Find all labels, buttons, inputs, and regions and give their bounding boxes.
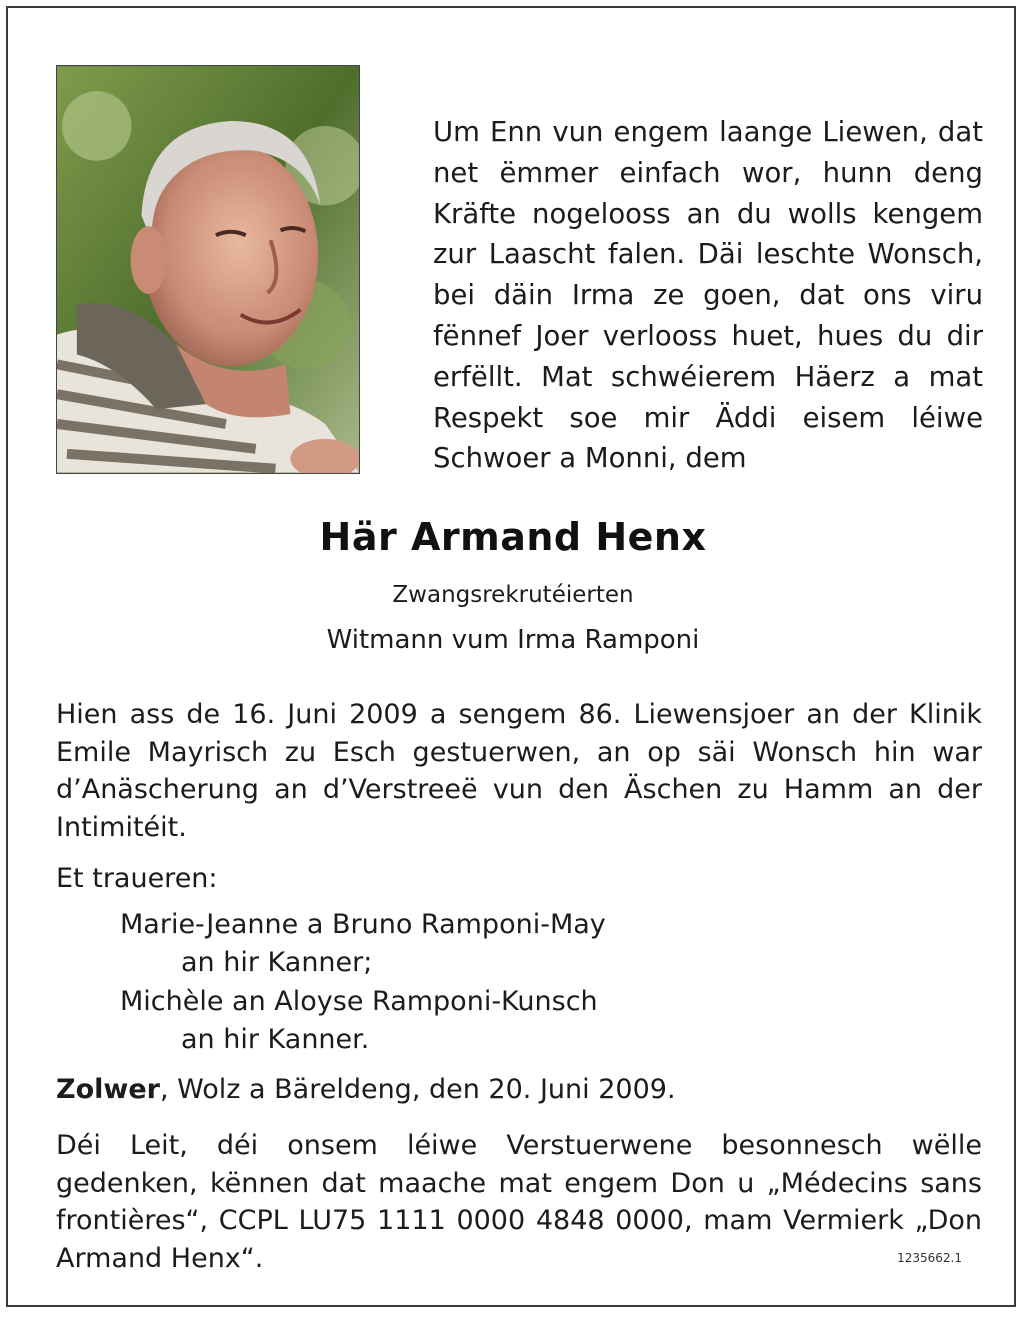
intro-text: Um Enn vun engem laange Liewen, dat net ëmmer einfach wor, hunn deng Kräfte nogelooss an du wolls kengem zur Laascht falen. Däi leschte Wonsch, bei däin Irma ze goen, dat ons viru fënnef Joer verlooss huet, hues du dir erfëllt. Mat schwéierem Häerz a mat Respekt soe mir Äddi eisem léiwe Schwoer a Monni, dem [433,116,983,475]
donation-text: Déi Leit, déi onsem léiwe Verstuerwene besonnesch wëlle gedenken, kënnen dat maache mat engem Don u „Médecins sans frontières“, CCPL LU75 1111 0000 4848 0000, mam Vermierk „Don Armand Henx“. [56,1130,982,1274]
subtitle-widower: Witmann vum Irma Ramponi [326,625,700,655]
obituary-frame [6,6,1016,1307]
mourners-label: Et traueren: [56,863,218,894]
deceased-name: Här Armand Henx [319,515,707,559]
subtitle-status: Zwangsrekrutéierten [392,582,634,608]
death-notice-text: Hien ass de 16. Juni 2009 a sengem 86. Liewensjoer an der Klinik Emile Mayrisch zu Esch gestuerwen, an op säi Wonsch hin war d’Anäscherung an d’Verstreeë vun den Äschen zu Hamm an der Intimitéit. [56,699,982,843]
place-and-date [56,1074,676,1105]
portrait-photo [56,65,360,474]
mourner-line: Marie-Jeanne a Bruno Ramponi-May [120,909,606,940]
reference-number: 1235662.1 [897,1251,962,1265]
place-date-rest: , Wolz a Bäreldeng, den 20. Juni 2009. [159,1074,676,1105]
place-name: Zolwer [56,1074,160,1105]
mourner-line: an hir Kanner; [181,947,373,978]
mourner-line: an hir Kanner. [181,1024,370,1055]
mourner-line: Michèle an Aloyse Ramponi-Kunsch [120,986,598,1017]
